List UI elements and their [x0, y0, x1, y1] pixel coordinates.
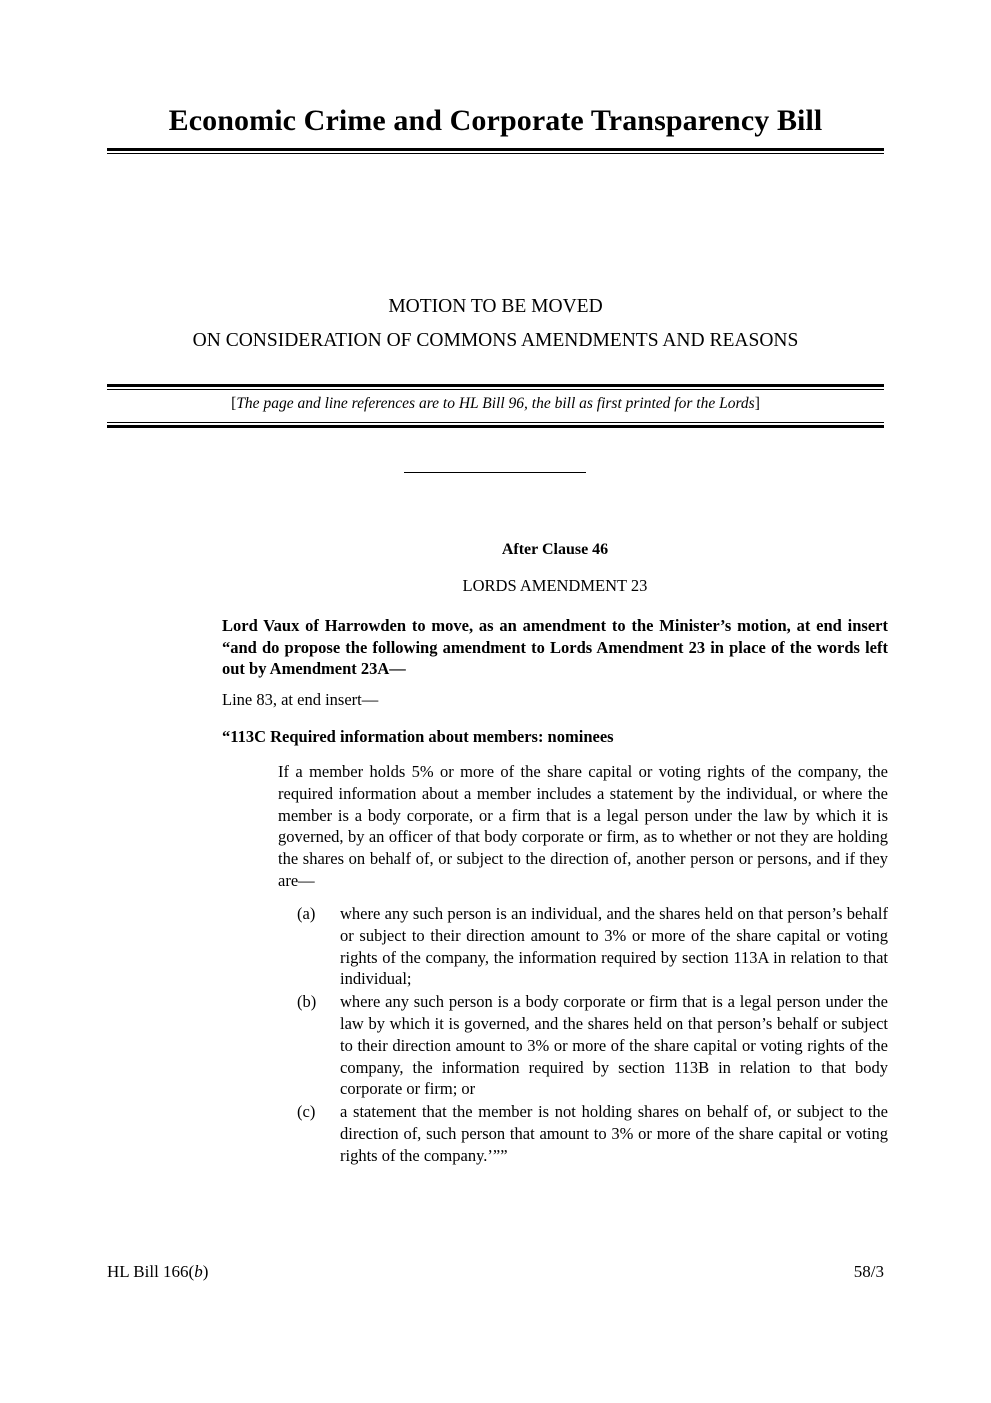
body-paragraph: If a member holds 5% or more of the share capital or voting rights of the company, the required information about a member includes a statement by the individual, or where the member is a body corporate, or a firm that is a legal person under the law by which it is governed, by an officer of that body corporate or firm, as to whether or not they are holding the shares on behalf of, or subject to the direction of, another person or persons, and if they are— — [278, 762, 888, 890]
footer-bill-number — [107, 1262, 208, 1282]
page-title: Economic Crime and Corporate Transparency Bill — [168, 104, 823, 137]
clause-heading: After Clause 46 — [501, 541, 609, 558]
list-item-text: where any such person is an individual, and the shares held on that person’s behalf or subject to their direction amount to 3% or more of the share capital or voting rights of the company, the information required by section 113A in relation to that individual; — [340, 904, 888, 989]
section-heading: “113C Required information about members: nominees — [222, 727, 614, 746]
divider-thick-line — [107, 425, 884, 428]
note-open-bracket: [ — [231, 395, 237, 412]
note-divider-bottom — [107, 422, 884, 428]
amendment-number: LORDS AMENDMENT 23 — [462, 576, 648, 595]
sub-item-list — [297, 903, 888, 1168]
note-text: The page and line references are to HL Bill 96, the bill as first printed for the Lords — [236, 395, 755, 412]
list-item-text: a statement that the member is not holding shares on behalf of, or subject to the direction of, such person that amount to 3% or more of the share capital or voting rights of the company.’”” — [340, 1102, 888, 1165]
footer-page-number: 58/3 — [853, 1262, 884, 1281]
footer-bill-letter: b — [194, 1262, 203, 1281]
reference-note — [107, 395, 884, 413]
divider-thin-line — [107, 153, 884, 154]
motion-heading-primary: MOTION TO BE MOVED — [388, 296, 603, 317]
line-reference: Line 83, at end insert— — [222, 690, 379, 709]
list-item-label: (c) — [297, 1102, 316, 1122]
note-close-bracket: ] — [754, 395, 760, 412]
list-item — [297, 991, 888, 1100]
footer-bill-prefix: HL Bill 166( — [107, 1262, 195, 1281]
footer-bill-suffix: ) — [202, 1262, 209, 1281]
list-item — [297, 1101, 888, 1166]
title-divider — [107, 148, 884, 154]
motion-text: Lord Vaux of Harrowden to move, as an amendment to the Minister’s motion, at end insert “and do propose the following amendment to Lords Amendment 23 in place of the words left out by Amendment 23A— — [222, 616, 888, 678]
note-divider-top — [107, 384, 884, 390]
list-item — [297, 903, 888, 990]
list-item-label: (b) — [297, 992, 317, 1012]
motion-heading-secondary: ON CONSIDERATION OF COMMONS AMENDMENTS AND REASONS — [192, 330, 799, 351]
divider-thin-line — [107, 389, 884, 390]
section-separator-rule — [404, 472, 586, 473]
list-item-label: (a) — [297, 904, 316, 923]
list-item-text: where any such person is a body corporate or firm that is a legal person under the law by which it is governed, and the shares held on that person’s behalf or subject to their direction amount to 3% or more of the share capital or voting rights of the company, the information required by section 113B in relation to that body corporate or firm; or — [340, 992, 888, 1099]
